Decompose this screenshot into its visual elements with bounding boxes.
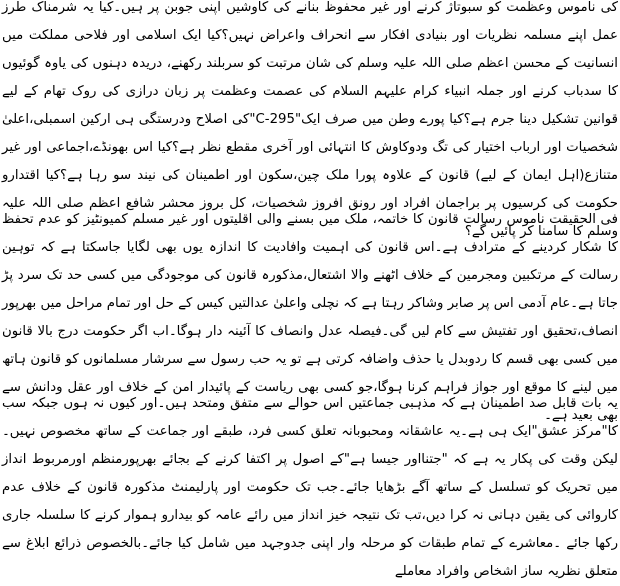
- article-paragraph: یہ بات قابل صد اطمینان ہے کہ مذہبی جماعتیں اس حوالے سے متفق ومتحد ہیں۔اور کیوں نہ ہوں جبکہ سب کا"مرکز عشق"ایک ہی ہے۔یہ عاشقانہ ومحبوبانہ تعلق کسی فرد، طبقے اور جماعت کے ساتھ مخصوص نہیں۔لیکن وقت کی پکار یہ ہے کہ "جتنااور جیسا ہے"کے اصول پر اکتفا کرنے کے بجائے بھرپورمنظم اورمربوط انداز میں تحریک کو تسلسل کے ساتھ آگے بڑھایا جائے۔جب تک حکومت اور پارلیمنٹ مذکورہ قانون کے خلاف عدم کاروائی کی یقین دہانی نہ کرا دیں،تب تک نتیجہ خیز انداز میں رائے عامہ کو بیدارو ہموار کرنے کا سلسلہ جاری رکھا جائے ۔معاشرے کے تمام طبقات کو مرحلہ وار اپنی جدوجہد میں شامل کیا جائے۔بالخصوص ذرائع ابلاغ سے متعلق نظریہ ساز اشخاص وافراد معاملے: [2, 396, 618, 579]
- article-paragraph: فی الحقیقت ناموس رسالت قانون کا خاتمہ، ملک میں بسنے والی اقلیتوں اور غیر مسلم کمیونٹیز کو عدم تحفظ کا شکار کردینے کے مترادف ہے۔اس قانون کی اہمیت وافادیت کا اندازہ یوں بھی لگایا جاسکتا ہے کہ توہین رسالت کے مرتکبین ومجرمین کے خلاف اٹھنے والا اشتعال،مذکورہ قانون کی موجودگی میں کسی حد تک سرد پڑ جاتا ہے۔عام آدمی اس پر صابر وشاکر رہتا ہے کہ نچلی واعلیٰ عدالتیں کیس کے حل اور تمام مراحل میں بھرپور انصاف،تحقیق اور تفتیش سے کام لیں گی۔فیصلہ عدل وانصاف کا آئینہ دار ہوگا۔اب اگر حکومت درج بالا قانون میں کسی بھی قسم کا ردوبدل یا حذف واضافہ کرتی ہے تو یہ حب رسول سے سرشار مسلمانوں کو قانون ہاتھ میں لینے کا موقع اور جواز فراہم کرنا ہوگا،جو کسی بھی ریاست کے پائیدار امن کے خلاف اور عقل ودانش سے بھی بعید ہے۔: [2, 212, 618, 423]
- article-paragraph: کی ناموس وعظمت کو سبوتاژ کرنے اور غیر محفوظ بنانے کی کاوشیں اپنی جوبن پر ہیں۔کیا یہ شرمناک طرز عمل اپنے مسلمہ نظریات اور بنیادی افکار سے انحراف واعراض نہیں؟کیا ایک اسلامی اور فلاحی مملکت میں انسانیت کے محسن اعظم صلی اللہ علیہ وسلم کی شان مرتبت کو سربلند رکھنے، دریدہ دہنوں کی یاوہ گوئیوں کا سدباب کرنے اور جملہ انبیاء کرام علیہم السلام کی عصمت وعظمت پر زبان درازی کی روک تھام کے لیے قوانین تشکیل دینا جرم ہے؟کیا پورے وطن میں صرف ایک"295-C"کی اصلاح ودرستگی ہی ارکین اسمبلی،اعلیٰ شخصیات اور ارباب اختیار کی تگ ودوکاوش کا انتہائی اور آخری مقطع نظر ہے؟کیا اس بھونڈے،اجماعی اور غیر متنازع(اہل ایمان کے لیے) قانون کے علاوہ پورا ملک چین،سکون اور اطمینان کی نیند سو رہا ہے؟کیا اقتدارو حکومت کی کرسیوں پر براجمان افراد اور رونق افروز شخصیات، کل بروز محشر شافع اعظم صلی اللہ علیہ وسلم کا سامنا کر پائیں گے؟: [2, 0, 619, 239]
